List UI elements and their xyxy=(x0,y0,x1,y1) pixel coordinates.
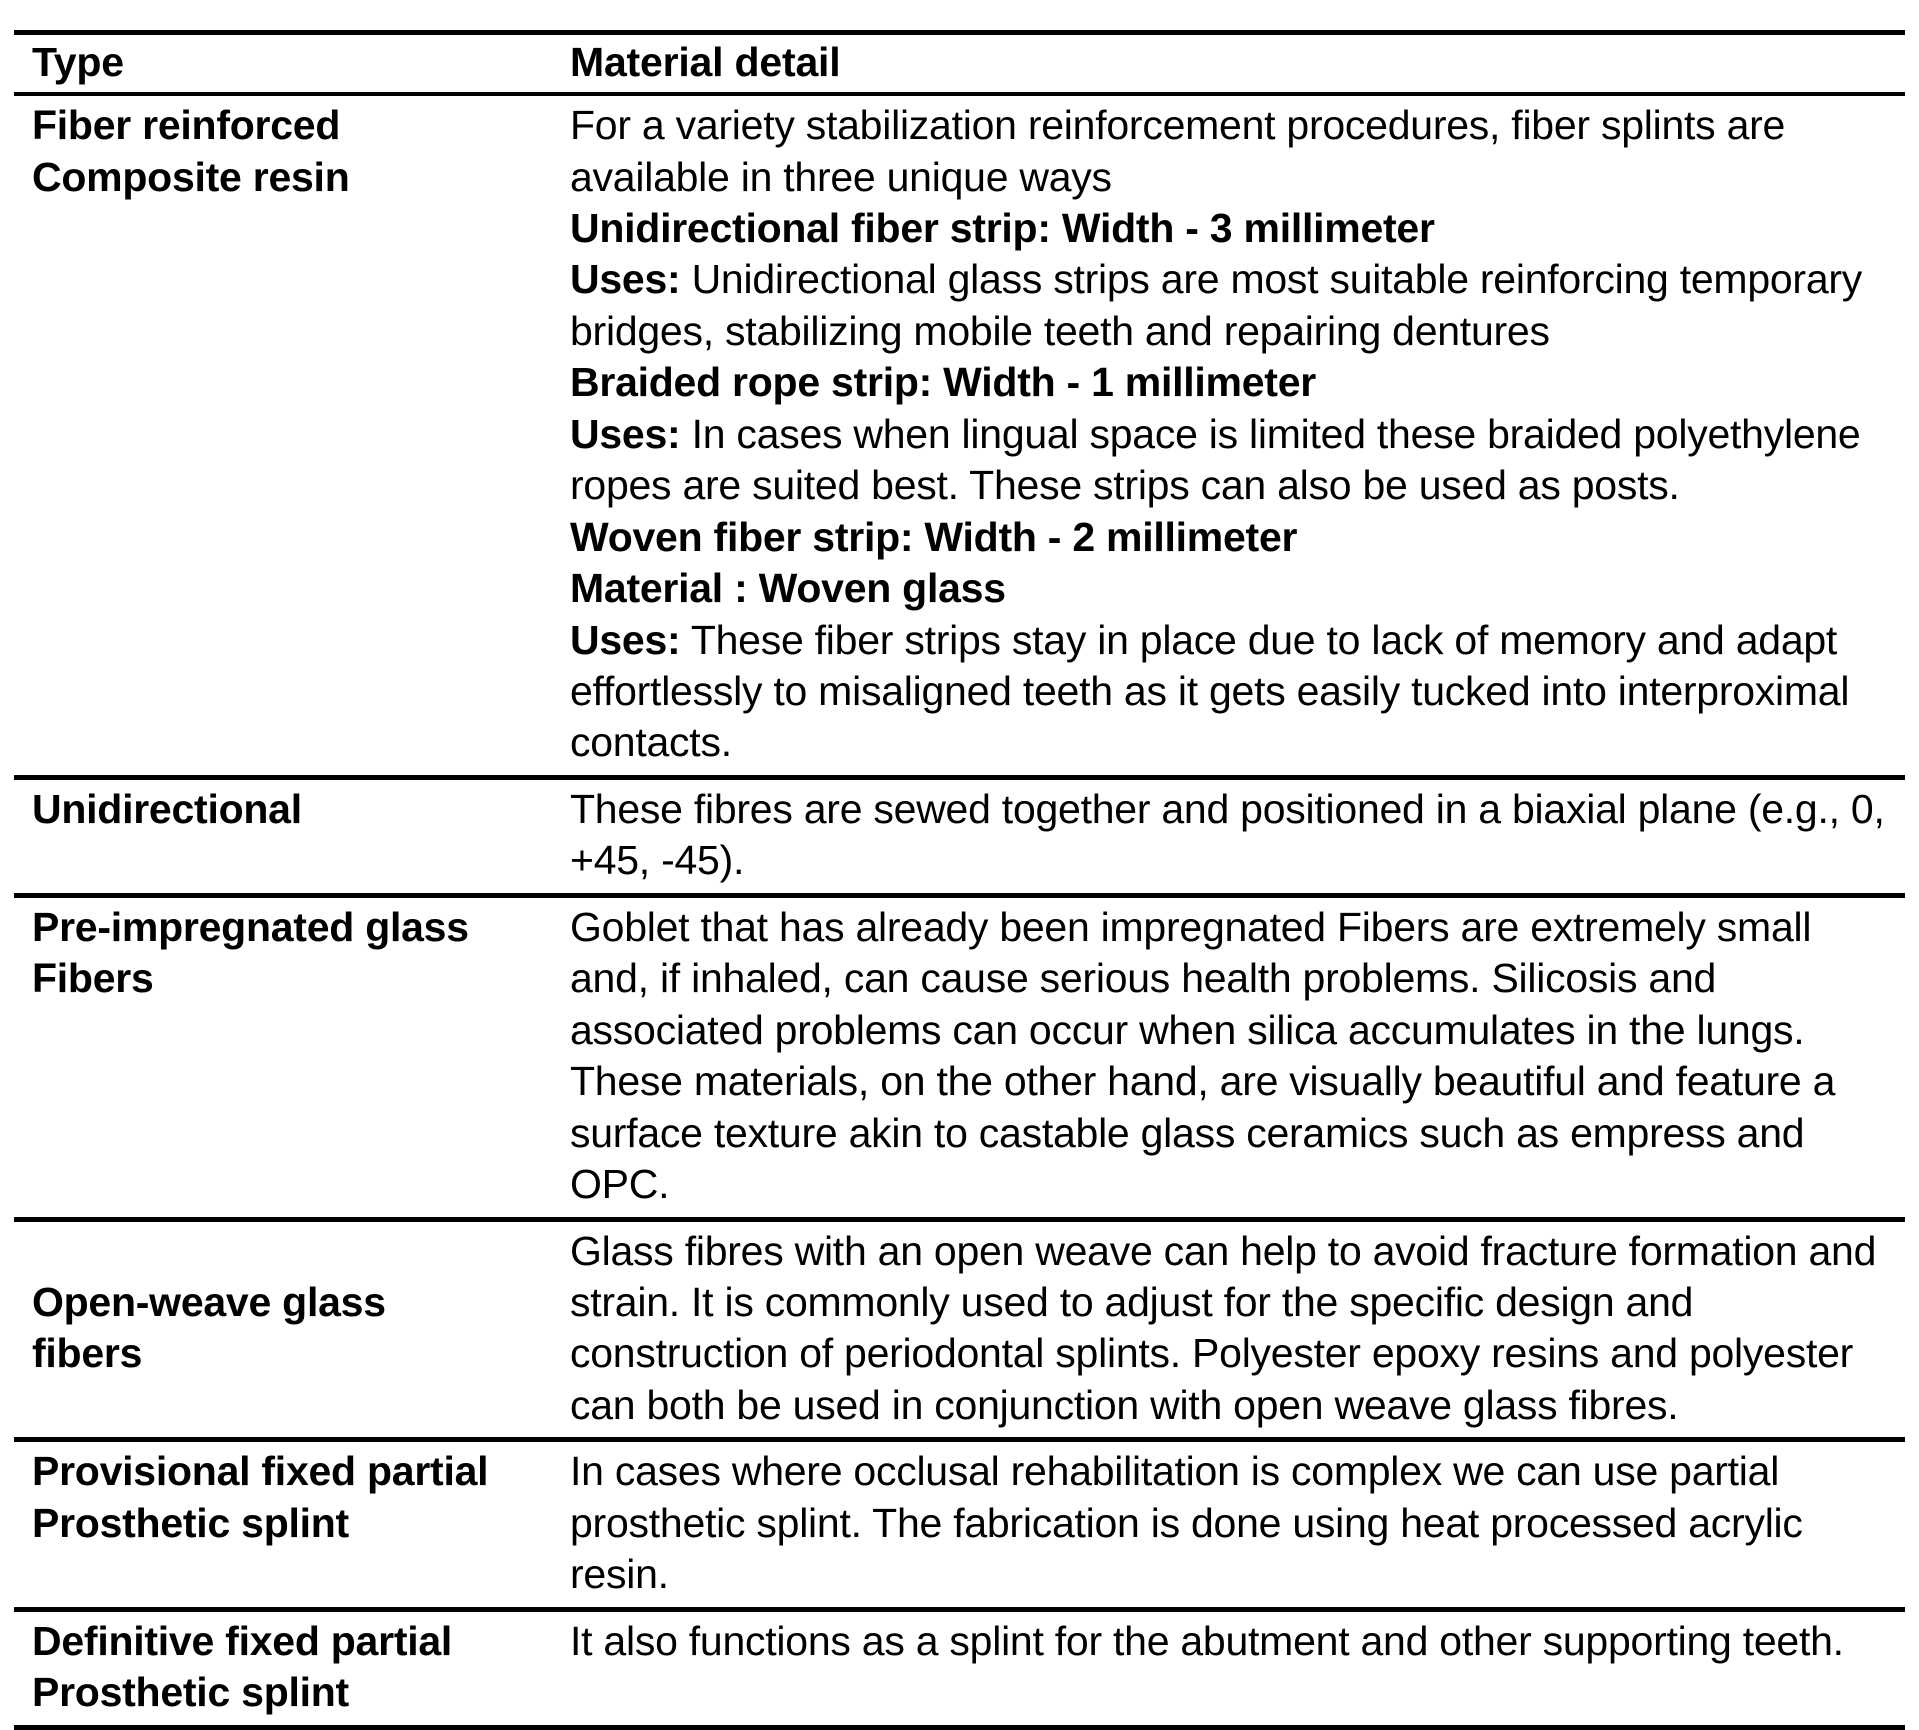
table-row xyxy=(14,94,1905,777)
detail-paragraph xyxy=(570,615,1899,769)
detail-lead-label: Uses: xyxy=(570,410,681,457)
cell-material-detail xyxy=(550,1219,1905,1440)
cell-material-detail xyxy=(550,94,1905,777)
detail-bold-text: Material : Woven glass xyxy=(570,565,1006,612)
detail-text: In cases when lingual space is limited these braided polyethylene ropes are suited best. These strips can also be used as posts. xyxy=(570,410,1861,509)
detail-text: These fibres are sewed together and positioned in a biaxial plane (e.g., 0, +45, -45). xyxy=(570,785,1885,884)
cell-material-detail xyxy=(550,777,1905,895)
detail-paragraph xyxy=(570,902,1899,1211)
cell-type-line: Composite resin xyxy=(32,153,350,200)
column-header-type: Type xyxy=(14,33,550,95)
detail-paragraph xyxy=(570,409,1899,512)
cell-type-line: fibers xyxy=(32,1330,143,1377)
table-head xyxy=(14,33,1905,95)
detail-lead-label: Uses: xyxy=(570,256,681,303)
detail-text: For a variety stabilization reinforcement procedures, fiber splints are available in three unique ways xyxy=(570,102,1786,200)
detail-bold-text: Braided rope strip: Width - 1 millimeter xyxy=(570,359,1316,406)
table-row xyxy=(14,777,1905,895)
detail-text: Unidirectional glass strips are most suitable reinforcing temporary bridges, stabilizing mobile teeth and repairing dentures xyxy=(570,256,1863,354)
detail-paragraph xyxy=(570,203,1899,254)
detail-bold-text: Woven fiber strip: Width - 2 millimeter xyxy=(570,513,1298,560)
detail-text: These fiber strips stay in place due to lack of memory and adapt effortlessly to misaligned teeth as it gets easily tucked into interproximal contacts. xyxy=(570,616,1850,766)
detail-paragraph xyxy=(570,512,1899,563)
cell-type xyxy=(14,895,550,1219)
cell-material-detail xyxy=(550,1440,1905,1609)
cell-type-line: Prosthetic splint xyxy=(32,1499,349,1546)
cell-type xyxy=(14,1440,550,1609)
table-row xyxy=(14,1219,1905,1440)
detail-text: Glass fibres with an open weave can help to avoid fracture formation and strain. It is commonly used to adjust for the specific design and construction of periodontal splints. Polyester epoxy resins and polyester can both be used in conjunction with open weave glass fibres. xyxy=(570,1227,1877,1428)
cell-material-detail xyxy=(550,895,1905,1219)
detail-paragraph xyxy=(570,563,1899,614)
detail-paragraph xyxy=(570,100,1899,203)
cell-type-line: Definitive fixed partial xyxy=(32,1617,453,1664)
detail-paragraph xyxy=(570,254,1899,357)
detail-paragraph xyxy=(570,784,1899,887)
cell-type xyxy=(14,94,550,777)
cell-type-line: Fiber reinforced xyxy=(32,102,341,149)
cell-type-line: Prosthetic splint xyxy=(32,1669,349,1716)
detail-paragraph xyxy=(570,1226,1899,1432)
cell-type-line: Provisional fixed partial xyxy=(32,1448,489,1495)
detail-paragraph xyxy=(570,357,1899,408)
table-row xyxy=(14,1609,1905,1727)
detail-text: Goblet that has already been impregnated Fibers are extremely small and, if inhaled, can cause serious health problems. Silicosis and associated problems can occur when silica accumulates in the lungs. These materials, on the other hand, are visually beautiful and feature a surface texture akin to castable glass ceramics such as empress and OPC. xyxy=(570,903,1836,1208)
cell-material-detail xyxy=(550,1609,1905,1727)
cell-type-line: Fibers xyxy=(32,955,154,1002)
detail-text: In cases where occlusal rehabilitation is complex we can use partial prosthetic splint. The fabrication is done using heat processed acrylic resin. xyxy=(570,1448,1803,1598)
cell-type xyxy=(14,777,550,895)
cell-type xyxy=(14,1219,550,1440)
column-header-material-detail: Material detail xyxy=(550,33,1905,95)
material-types-table xyxy=(14,30,1905,1730)
table-body xyxy=(14,94,1905,1727)
cell-type xyxy=(14,1609,550,1727)
detail-text: It also functions as a splint for the abutment and other supporting teeth. xyxy=(570,1617,1844,1664)
detail-bold-text: Unidirectional fiber strip: Width - 3 millimeter xyxy=(570,204,1435,251)
detail-paragraph xyxy=(570,1446,1899,1600)
detail-paragraph xyxy=(570,1616,1899,1667)
cell-type-line: Unidirectional xyxy=(32,785,302,832)
detail-lead-label: Uses: xyxy=(570,616,681,663)
cell-type-line: Open-weave glass xyxy=(32,1279,386,1326)
table-row xyxy=(14,1440,1905,1609)
table-row xyxy=(14,895,1905,1219)
cell-type-line: Pre-impregnated glass xyxy=(32,903,469,950)
table-header-row xyxy=(14,33,1905,95)
